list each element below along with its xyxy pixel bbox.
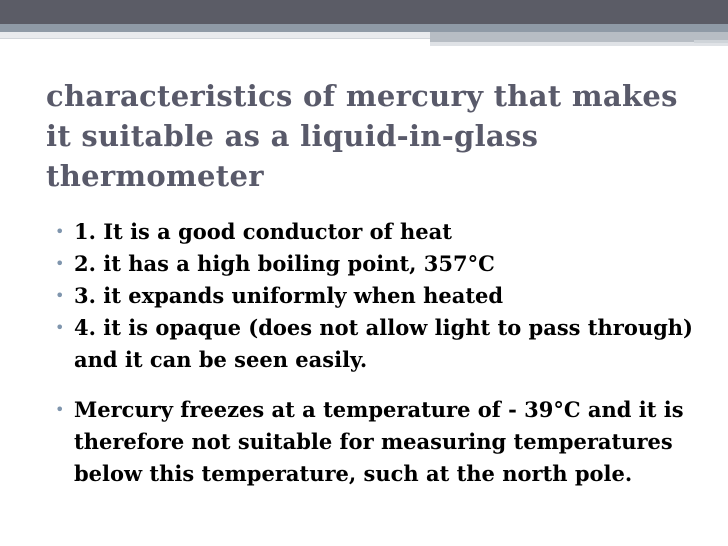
header-divider bbox=[0, 38, 430, 39]
bullet-icon: • bbox=[55, 400, 65, 419]
header-strip bbox=[0, 24, 728, 32]
header-accent-corner bbox=[694, 40, 728, 43]
list-item-text: 3. it expands uniformly when heated bbox=[74, 283, 504, 308]
bullet-list bbox=[52, 216, 712, 490]
list-item bbox=[52, 312, 712, 376]
slide-title: characteristics of mercury that makes it suitable as a liquid-in-glass thermometer bbox=[46, 79, 678, 193]
bullet-icon: • bbox=[55, 318, 65, 337]
list-item bbox=[52, 216, 712, 248]
list-item-text: 1. It is a good conductor of heat bbox=[74, 219, 452, 244]
list-item bbox=[52, 394, 712, 490]
list-item-text: 2. it has a high boiling point, 357°C bbox=[74, 251, 495, 276]
list-item bbox=[52, 280, 712, 312]
list-item-text: 4. it is opaque (does not allow light to pass through) and it can be seen easily. bbox=[74, 315, 693, 372]
list-item bbox=[52, 248, 712, 280]
bullet-icon: • bbox=[55, 286, 65, 305]
bullet-icon: • bbox=[55, 222, 65, 241]
header-accent-right bbox=[430, 32, 728, 42]
header-bar bbox=[0, 0, 728, 24]
list-item-text: Mercury freezes at a temperature of - 39°C and it is therefore not suitable for measuring temperatures below this temperature, such at the north pole. bbox=[74, 397, 684, 486]
header-accent-right-lower bbox=[430, 42, 728, 46]
bullet-icon: • bbox=[55, 254, 65, 273]
